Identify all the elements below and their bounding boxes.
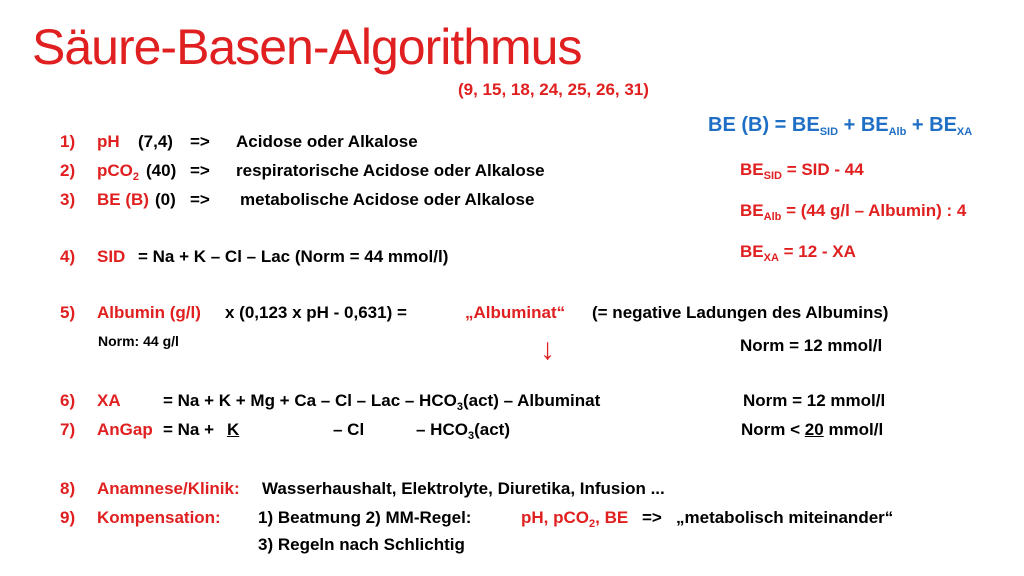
item-formula-sub: 3 — [467, 430, 475, 442]
item-text: 1) Beatmung 2) MM-Regel: — [258, 508, 472, 527]
item-number: 4) — [60, 247, 76, 266]
item-norm-text: Norm < — [741, 420, 801, 439]
item-formula-sub: 3 — [456, 401, 463, 413]
item-formula-hco — [416, 420, 510, 440]
be-formula-part: + BE — [906, 114, 957, 136]
item-key: Anamnese/Klinik: — [97, 479, 240, 498]
item-albuminat: „Albuminat“ — [465, 303, 566, 322]
be-alb-part: BE — [740, 201, 764, 220]
item-key: XA — [97, 391, 121, 410]
item-key: Albumin (g/l) — [97, 303, 201, 322]
xa-norm-top: Norm = 12 mmol/l — [740, 336, 883, 355]
be-alb-formula — [740, 201, 966, 221]
item-number: 7) — [60, 420, 76, 439]
item-text: Wasserhaushalt, Elektrolyte, Diuretika, Infusion ... — [262, 479, 665, 498]
item-text: Acidose oder Alkalose — [236, 132, 418, 151]
item-key-sub: 2 — [132, 171, 140, 183]
be-formula-part: + BE — [838, 114, 889, 136]
item-params-text: , BE — [595, 508, 629, 527]
reference-numbers: (9, 15, 18, 24, 25, 26, 31) — [458, 80, 649, 99]
item-params — [521, 508, 628, 528]
item-key: Kompensation: — [97, 508, 221, 527]
be-sid-part: = SID - 44 — [781, 160, 864, 179]
albumin-norm: Norm: 44 g/l — [98, 333, 179, 349]
item-text: = Na + K – Cl – Lac (Norm = 44 mmol/l) — [138, 247, 449, 266]
be-sid-part: BE — [740, 160, 764, 179]
item-text: metabolische Acidose oder Alkalose — [240, 190, 535, 209]
item-key-text: pCO — [97, 161, 133, 180]
item-key: pH — [97, 132, 120, 151]
be-xa-part: = 12 - XA — [778, 242, 856, 261]
item-norm — [741, 420, 883, 440]
be-sub-sid: SID — [819, 126, 839, 138]
item-number: 3) — [60, 190, 76, 209]
be-sub-alb: Alb — [888, 126, 907, 138]
item-formula — [163, 391, 600, 411]
item-params-sub: 2 — [589, 518, 596, 530]
item-number: 2) — [60, 161, 76, 180]
be-xa-sub: XA — [763, 252, 779, 264]
item-norm-text: mmol/l — [828, 420, 884, 439]
be-xa-part: BE — [740, 242, 764, 261]
item-formula-k: K — [227, 420, 240, 439]
item-arrow: => — [190, 161, 210, 180]
be-sub-xa: XA — [956, 126, 973, 138]
item-key — [97, 161, 139, 181]
item-formula-text: – HCO — [416, 420, 468, 439]
be-sid-sub: SID — [763, 170, 782, 182]
item-number: 6) — [60, 391, 76, 410]
item-norm: Norm = 12 mmol/l — [743, 391, 886, 410]
item-arrow: => — [642, 508, 662, 527]
slide-title: Säure-Basen-Algorithmus — [32, 19, 582, 75]
be-alb-sub: Alb — [763, 211, 782, 223]
item-formula-text: = Na + K + Mg + Ca – Cl – Lac – HCO — [163, 391, 457, 410]
item-key: SID — [97, 247, 126, 266]
item-key: AnGap — [97, 420, 153, 439]
item-quote: „metabolisch miteinander“ — [676, 508, 894, 527]
item-text: respiratorische Acidose oder Alkalose — [236, 161, 545, 180]
item-key: BE (B) — [97, 190, 149, 209]
item-number: 5) — [60, 303, 76, 322]
list-item-9-line2: 3) Regeln nach Schlichtig — [258, 535, 465, 554]
be-formula — [708, 114, 972, 137]
item-value: (7,4) — [138, 132, 173, 151]
item-value: (40) — [146, 161, 177, 180]
item-value: (0) — [155, 190, 176, 209]
item-norm-value: 20 — [804, 420, 824, 439]
item-arrow: => — [190, 190, 210, 209]
item-text: (= negative Ladungen des Albumins) — [592, 303, 889, 322]
be-sid-formula — [740, 160, 864, 180]
arrow-down-icon: ↓ — [540, 333, 555, 366]
item-arrow: => — [190, 132, 210, 151]
be-xa-formula — [740, 242, 856, 262]
item-number: 8) — [60, 479, 76, 498]
item-params-text: pH, pCO — [521, 508, 589, 527]
item-formula-text: (act) – Albuminat — [462, 391, 601, 410]
item-formula: x (0,123 x pH - 0,631) = — [225, 303, 407, 322]
item-number: 9) — [60, 508, 76, 527]
be-formula-part: BE (B) = BE — [708, 114, 820, 136]
item-number: 1) — [60, 132, 76, 151]
be-alb-part: = (44 g/l – Albumin) : 4 — [781, 201, 967, 220]
item-formula-cl: – Cl — [333, 420, 365, 439]
item-formula: = Na + — [163, 420, 215, 439]
item-formula-text: (act) — [474, 420, 510, 439]
